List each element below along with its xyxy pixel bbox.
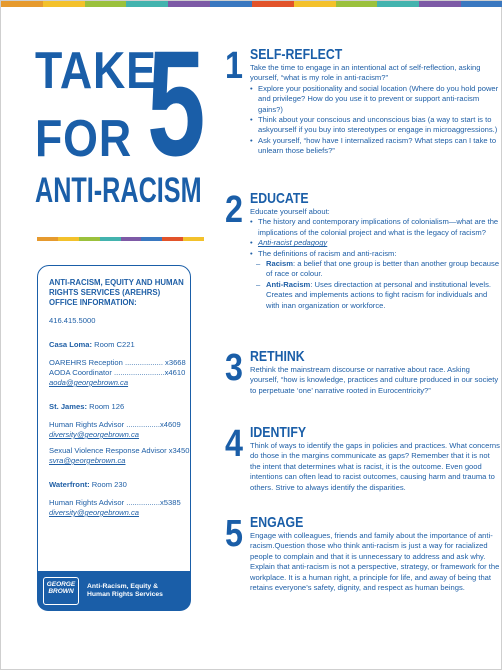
campus-room: Room C221 [94, 340, 135, 349]
stripe-segment [1, 1, 43, 7]
contact-row: Human Rights Advisor ................x5385 [49, 498, 181, 507]
stripe-segment [419, 1, 461, 7]
stripe-segment [210, 1, 252, 7]
george-brown-logo-bar [37, 571, 191, 611]
bullet-item: • The definitions of racism and anti-racism: [250, 249, 500, 259]
campus-name: Casa Loma: [49, 340, 93, 349]
definition-term: Racism [266, 259, 294, 269]
contact-row: AODA Coordinator ........................x4610 [49, 368, 186, 377]
campus-waterfront [49, 480, 190, 518]
definition-text: : Uses directaction at personal and institutional levels. Creates and implements actions to fight racism for individuals and with inan organization or workforce. [266, 279, 491, 310]
section-number: 5 [225, 513, 243, 555]
bullet-list [250, 217, 500, 311]
email-link[interactable]: svra@georgebrown.ca [49, 456, 126, 465]
hero-for: FOR [35, 110, 132, 168]
bullet-item: • The history and contemporary implications of colonialism—what are the implications of the colonial project and what is the legacy of racism? [250, 217, 500, 238]
contact-info-box [37, 265, 191, 595]
bullet-item: • Ask yourself, “how have I internalized racism? What steps can I take to unlearn those beliefs?” [250, 136, 500, 157]
section-intro: Take the time to engage in an intentional act of self-reflection, asking yourself, “what is my role in anti-racism?” [250, 63, 481, 83]
contact-row: OAREHRS Reception .................. x3668 [49, 358, 186, 367]
logo-text [87, 583, 163, 600]
definition-item [250, 259, 500, 280]
campus-name: Waterfront: [49, 480, 90, 489]
hero-color-bar [37, 237, 204, 241]
section-heading: RETHINK [250, 348, 305, 365]
bar-segment [121, 237, 142, 241]
contact-row: Sexual Violence Response Advisor x3450 [49, 446, 190, 455]
section-intro: Educate yourself about: [250, 207, 330, 216]
campus-heading [49, 340, 190, 350]
anti-racist-pedagogy-link[interactable]: Anti-racist pedagogy [258, 238, 328, 248]
stripe-segment [461, 1, 502, 7]
bar-segment [162, 237, 183, 241]
email-link[interactable]: aoda@georgebrown.ca [49, 378, 129, 387]
bar-segment [183, 237, 204, 241]
bar-segment [79, 237, 100, 241]
bullet-item: • Explore your positionality and social location (Where do you hold power and privilege? How do you use it to prevent or support anti-racism gains?) [250, 84, 500, 115]
campus-heading [49, 402, 190, 412]
section-number: 3 [225, 347, 243, 389]
stripe-segment [43, 1, 85, 7]
stripe-segment [168, 1, 210, 7]
section-body [250, 63, 500, 157]
contact-title: ANTI-RACISM, EQUITY AND HUMAN RIGHTS SERVICES (AREHRS) OFFICE INFORMATION: [49, 278, 184, 307]
bullet-list [250, 84, 500, 157]
bar-segment [100, 237, 121, 241]
top-color-stripe [1, 1, 502, 7]
contact-phone: 416.415.5000 [49, 316, 96, 325]
section-body: Rethink the mainstream discourse or narrative about race. Asking yourself, “how is knowledge, practices and culture produced in our society to perpetuate ‘one’ narrative rooted in Eurocentricity?” [250, 365, 499, 395]
campus-st-james [49, 402, 190, 466]
section-heading: SELF-REFLECT [250, 46, 343, 63]
definition-text: : a belief that one group is better than another group because of race or colour. [266, 259, 500, 279]
campus-casa-loma [49, 340, 190, 388]
stripe-segment [85, 1, 127, 7]
section-body [250, 207, 500, 311]
george-brown-logo-icon: GEORGE BROWN [43, 577, 79, 605]
email-link[interactable]: diversity@georgebrown.ca [49, 508, 140, 517]
campus-heading [49, 480, 190, 490]
bar-segment [37, 237, 58, 241]
section-heading: EDUCATE [250, 190, 309, 207]
bullet-item [250, 238, 500, 248]
campus-room: Room 230 [91, 480, 127, 489]
logo-text-line: Human Rights Services [87, 591, 163, 598]
campus-room: Room 126 [89, 402, 125, 411]
hero-take: TAKE [35, 42, 157, 100]
section-heading: ENGAGE [250, 514, 304, 531]
section-number: 1 [225, 45, 243, 87]
logo-text-line: Anti-Racism, Equity & [87, 582, 158, 590]
stripe-segment [252, 1, 294, 7]
hero-anti-racism: ANTI-RACISM [35, 171, 202, 210]
bar-segment [141, 237, 162, 241]
section-body: Think of ways to identify the gaps in policies and practices. What concerns do those in the margins communicate as gaps? Remember that it is not the intent that determines what is racist, it is the outcome. Even good intentions can often lead to racist outcomes, causing harm and trauma to others. Strive to always identify the disparities. [250, 441, 500, 492]
definition-item [250, 280, 500, 311]
stripe-segment [126, 1, 168, 7]
stripe-segment [294, 1, 336, 7]
hero-number: 5 [147, 19, 206, 187]
section-number: 2 [225, 189, 243, 231]
stripe-segment [336, 1, 378, 7]
campus-name: St. James: [49, 402, 87, 411]
section-number: 4 [225, 423, 243, 465]
stripe-segment [377, 1, 419, 7]
section-heading: IDENTIFY [250, 424, 307, 441]
contact-row: Human Rights Advisor ................x4609 [49, 420, 181, 429]
bullet-item: • Think about your conscious and unconscious bias (a way to start is to askyourself if you buy into stereotypes or engage in microaggressions.) [250, 115, 500, 136]
bar-segment [58, 237, 79, 241]
email-link[interactable]: diversity@georgebrown.ca [49, 430, 140, 439]
definition-term: Anti-Racism [266, 279, 311, 289]
section-body: Engage with colleagues, friends and family about the importance of anti-racism.Question those who think anti-racism is just a way for racialized people to complain and that it is unnecessary to address and ask why. Explain that anti-racism is not a perspective, strategy, or framework for the workplace. It is a human right, a principle for life, and away of being that retains everyone’s safety, dignity, and respect as human beings. [250, 531, 500, 593]
